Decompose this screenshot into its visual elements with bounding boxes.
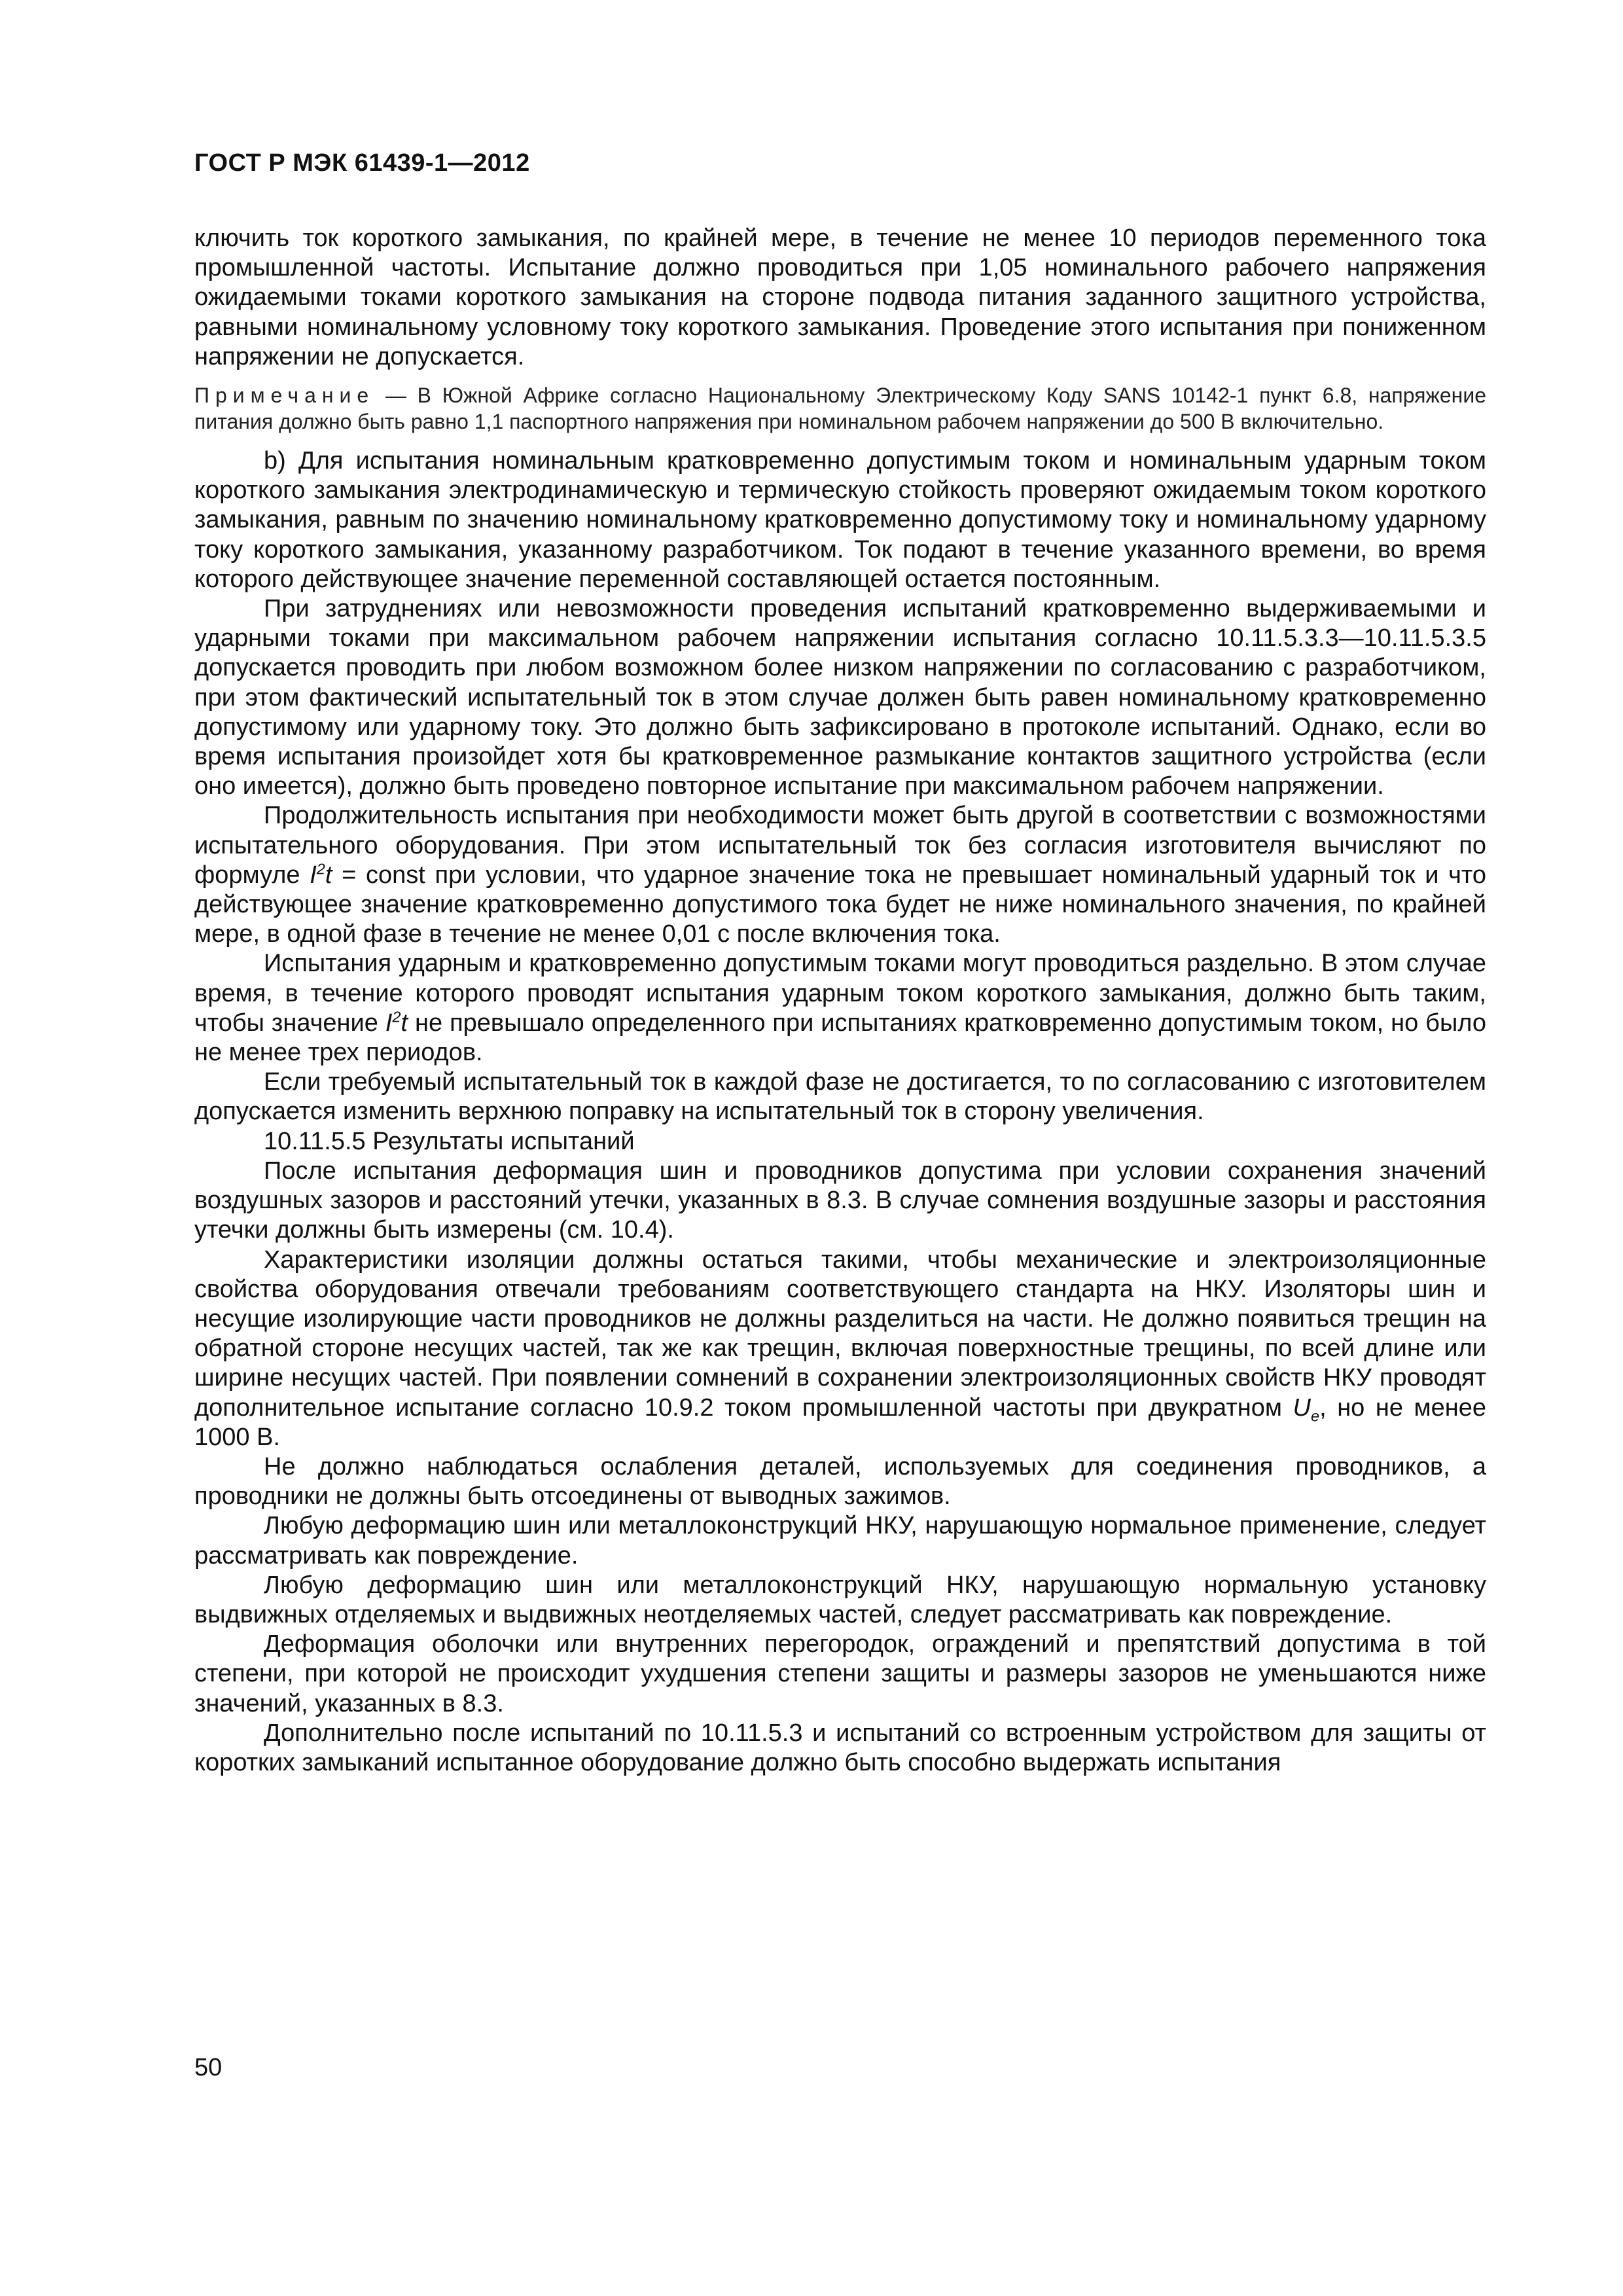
formula-letter-u: U bbox=[1293, 1393, 1311, 1422]
formula-letter-t: t bbox=[325, 861, 332, 889]
paragraph-formula bbox=[194, 801, 1486, 949]
paragraph: При затруднениях или невозможности проведения испытаний кратковременно выдерживаемыми и ударными токами при максимальном рабочем напряжении испытания согласно 10.11.5.3.3—10.11.5.3.5 допускается проводить при любом возможном более низком напряжении по согласованию с разработчиком, при этом фактический испытательный ток в этом случае должен быть равен номинальному кратковременно допустимому или ударному току. Это должно быть зафиксировано в протоколе испытаний. Однако, если во время испытания произойдет хотя бы кратковременное размыкание контактов защитного устройства (если оно имеется), должно быть проведено повторное испытание при максимальном рабочем напряжении. bbox=[194, 595, 1486, 800]
formula-subscript: e bbox=[1311, 1407, 1320, 1425]
body-text bbox=[194, 224, 1486, 1778]
note bbox=[194, 382, 1486, 435]
formula-ue bbox=[1293, 1393, 1320, 1425]
paragraph: Дополнительно после испытаний по 10.11.5.3 и испытаний со встроенным устройством для защиты от коротких замыканий испытанное оборудование должно быть способно выдержать испытания bbox=[194, 1719, 1486, 1776]
section-heading: 10.11.5.5 Результаты испытаний bbox=[264, 1127, 635, 1155]
paragraph: Деформация оболочки или внутренних перегородок, ограждений и препятствий допустима в той степени, при которой не происходит ухудшения степени защиты и размеры зазоров не уменьшаются ниже значений, указанных в 8.3. bbox=[194, 1630, 1486, 1717]
paragraph-text: = const при условии, что ударное значение тока не превышает номинальный ударный ток и что действующее значение кратковременно допустимого тока будет не ниже номинального значения, по крайней мере, в одной фазе в течение не менее 0,01 с после включения тока. bbox=[194, 861, 1486, 948]
paragraph-item-b: b) Для испытания номинальным кратковременно допустимым током и номинальным ударным током короткого замыкания электродинамическую и термическую стойкость проверяют ожидаемым током короткого замыкания, равным по значению номинальному кратковременно допустимому току и номинальному ударному току короткого замыкания, указанному разработчиком. Ток подают в течение указанного времени, во время которого действующее значение переменной составляющей остается постоянным. bbox=[194, 447, 1486, 593]
formula-letter-t: t bbox=[401, 1009, 408, 1037]
formula-i2t bbox=[310, 861, 332, 889]
paragraph-formula bbox=[194, 949, 1486, 1067]
standard-designation: ГОСТ Р МЭК 61439-1—2012 bbox=[194, 149, 530, 177]
paragraph-text: Характеристики изоляции должны остаться такими, чтобы механические и электроизоляционные свойства оборудования отвечали требованиям соответствующего стандарта на НКУ. Изоляторы шин и несущие изолирующие части проводников не должны разделиться на части. Не должно появиться трещин на обратной стороне несущих частей, так же как трещин, включая поверхностные трещины, по всей длине или ширине несущих частей. При появлении сомнений в сохранении электроизоляционных свойств НКУ проводят дополнительное испытание согласно 10.9.2 током промышленной частоты при двукратном bbox=[194, 1246, 1486, 1422]
formula-letter-i: I bbox=[385, 1009, 393, 1037]
formula-letter-i: I bbox=[310, 861, 317, 889]
formula-i2t bbox=[385, 1009, 408, 1037]
note-label: Примечание bbox=[194, 384, 375, 408]
paragraph-text: , но не менее 1000 В. bbox=[194, 1393, 1486, 1451]
paragraph: После испытания деформация шин и проводников допустима при условии сохранения значений воздушных зазоров и расстояний утечки, указанных в 8.3. В случае сомнения воздушные зазоры и расстояния утечки должны быть измерены (см. 10.4). bbox=[194, 1157, 1486, 1244]
formula-exponent: 2 bbox=[316, 860, 325, 878]
paragraph-text: Испытания ударным и кратковременно допустимым токами могут проводиться раздельно. В этом случае время, в течение которого проводят испытания ударным током короткого замыкания, должно быть таким, чтобы значение bbox=[194, 950, 1486, 1037]
paragraph: Любую деформацию шин или металлоконструкций НКУ, нарушающую нормальное применение, следует рассматривать как повреждение. bbox=[194, 1512, 1486, 1570]
paragraph: Если требуемый испытательный ток в каждой фазе не достигается, то по согласованию с изготовителем допускается изменить верхнюю поправку на испытательный ток в сторону увеличения. bbox=[194, 1068, 1486, 1126]
note-text: — В Южной Африке согласно Национальному Электрическому Коду SANS 10142-1 пункт 6.8, напряжение питания должно быть равно 1,1 паспортного напряжения при номинальном рабочем напряжении до 500 В включительно. bbox=[194, 384, 1486, 434]
paragraph-formula bbox=[194, 1246, 1486, 1452]
page-number: 50 bbox=[194, 2054, 223, 2081]
paragraph-continuation: ключить ток короткого замыкания, по крайней мере, в течение не менее 10 периодов переменного тока промышленной частоты. Испытание должно проводиться при 1,05 номинального рабочего напряжения ожидаемыми токами короткого замыкания на стороне подвода питания заданного защитного устройства, равными номинальному условному току короткого замыкания. Проведение этого испытания при пониженном напряжении не допускается. bbox=[194, 224, 1486, 370]
formula-exponent: 2 bbox=[392, 1008, 401, 1026]
paragraph: Любую деформацию шин или металлоконструкций НКУ, нарушающую нормальную установку выдвижных отделяемых и выдвижных неотделяемых частей, следует рассматривать как повреждение. bbox=[194, 1571, 1486, 1628]
paragraph-text: Продолжительность испытания при необходимости может быть другой в соответствии с возможностями испытательного оборудования. При этом испытательный ток без согласия изготовителя вычисляют по формуле bbox=[194, 802, 1486, 889]
paragraph-text: не превышало определенного при испытаниях кратковременно допустимым током, но было не менее трех периодов. bbox=[194, 1009, 1486, 1067]
paragraph: Не должно наблюдаться ослабления деталей, используемых для соединения проводников, а проводники не должны быть отсоединены от выводных зажимов. bbox=[194, 1452, 1486, 1511]
